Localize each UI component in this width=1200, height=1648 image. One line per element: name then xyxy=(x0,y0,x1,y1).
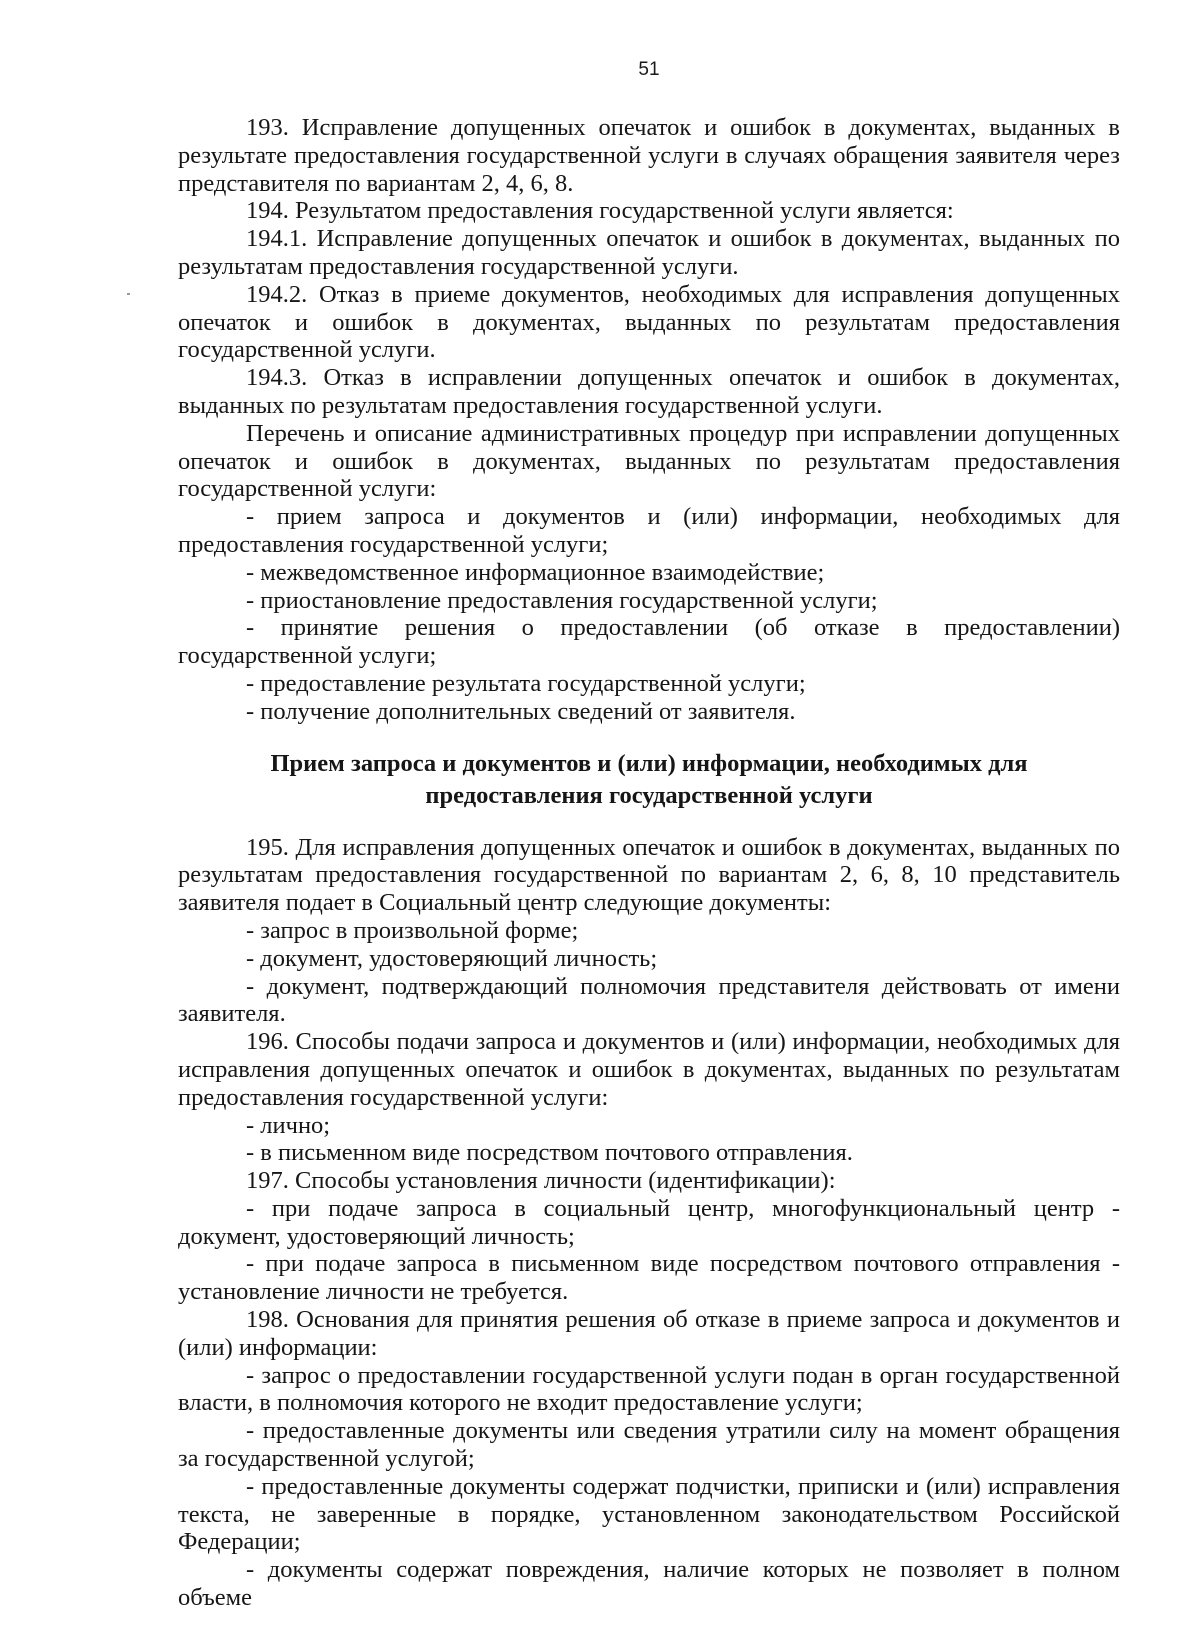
document-item-authority: - документ, подтверждающий полномочия представителя действовать от имени заявителя. xyxy=(178,972,1120,1028)
identification-item-center: - при подаче запроса в социальный центр, многофункциональный центр - документ, удостоверяющий личность; xyxy=(178,1194,1120,1250)
section-heading-line-1: Прием запроса и документов и (или) информации, необходимых для xyxy=(270,749,1028,777)
procedure-item-result: - предоставление результата государственной услуги; xyxy=(246,669,806,697)
submission-item-mail: - в письменном виде посредством почтового отправления. xyxy=(246,1139,853,1167)
document-item-request: - запрос в произвольной форме; xyxy=(246,916,579,944)
refusal-item-wrong-authority: - запрос о предоставлении государственной услуги подан в орган государственной власти, в полномочия которого не входит предоставление услуги; xyxy=(178,1361,1120,1417)
document-item-identity: - документ, удостоверяющий личность; xyxy=(246,944,658,972)
paragraph-195: 195. Для исправления допущенных опечаток и ошибок в документах, выданных по результатам предоставления государственной по вариантам 2, 6, 8, 10 представитель заявителя подает в Социальный центр следующие документы: xyxy=(178,833,1120,917)
section-heading-line-2: предоставления государственной услуги xyxy=(425,781,873,809)
paragraph-194: 194. Результатом предоставления государственной услуги является: xyxy=(246,197,954,225)
document-body xyxy=(178,114,1120,1612)
identification-item-mail: - при подаче запроса в письменном виде посредством почтового отправления - установление личности не требуется. xyxy=(178,1250,1120,1306)
refusal-item-corrections: - предоставленные документы содержат подчистки, приписки и (или) исправления текста, не заверенные в порядке, установленном законодательством Российской Федерации; xyxy=(178,1472,1120,1556)
procedure-item-additional-info: - получение дополнительных сведений от заявителя. xyxy=(246,697,796,725)
page-number: 51 xyxy=(638,59,660,80)
procedures-intro: Перечень и описание административных процедур при исправлении допущенных опечаток и ошибок в документах, выданных по результатам предоставления государственной услуги: xyxy=(178,419,1120,503)
procedure-item-decision: - принятие решения о предоставлении (об отказе в предоставлении) государственной услуги; xyxy=(178,614,1120,670)
scan-artifact-mark xyxy=(127,293,130,295)
submission-item-in-person: - лично; xyxy=(246,1111,331,1139)
section-heading xyxy=(178,748,1120,812)
paragraph-196: 196. Способы подачи запроса и документов и (или) информации, необходимых для исправления допущенных опечаток и ошибок в документах, выданных по результатам предоставления государственной услуги: xyxy=(178,1028,1120,1111)
refusal-item-damage: - документы содержат повреждения, наличие которых не позволяет в полном объеме xyxy=(178,1556,1120,1612)
paragraph-197: 197. Способы установления личности (идентификации): xyxy=(246,1167,836,1195)
paragraph-198: 198. Основания для принятия решения об отказе в приеме запроса и документов и (или) информации: xyxy=(178,1306,1120,1361)
procedure-item-interagency: - межведомственное информационное взаимодействие; xyxy=(246,558,825,586)
paragraph-194-2: 194.2. Отказ в приеме документов, необходимых для исправления допущенных опечаток и ошибок в документах, выданных по результатам предоставления государственной услуги. xyxy=(178,280,1120,364)
refusal-item-expired-documents: - предоставленные документы или сведения утратили силу на момент обращения за государственной услугой; xyxy=(178,1417,1120,1473)
procedure-item-reception: - прием запроса и документов и (или) информации, необходимых для предоставления государственной услуги; xyxy=(178,503,1120,558)
procedure-item-suspension: - приостановление предоставления государственной услуги; xyxy=(246,586,878,614)
paragraph-193: 193. Исправление допущенных опечаток и ошибок в документах, выданных в результате предоставления государственной услуги в случаях обращения заявителя через представителя по вариантам 2, 4, 6, 8. xyxy=(178,114,1120,197)
paragraph-194-3: 194.3. Отказ в исправлении допущенных опечаток и ошибок в документах, выданных по результатам предоставления государственной услуги. xyxy=(178,364,1120,419)
paragraph-194-1: 194.1. Исправление допущенных опечаток и ошибок в документах, выданных по результатам предоставления государственной услуги. xyxy=(178,225,1120,280)
